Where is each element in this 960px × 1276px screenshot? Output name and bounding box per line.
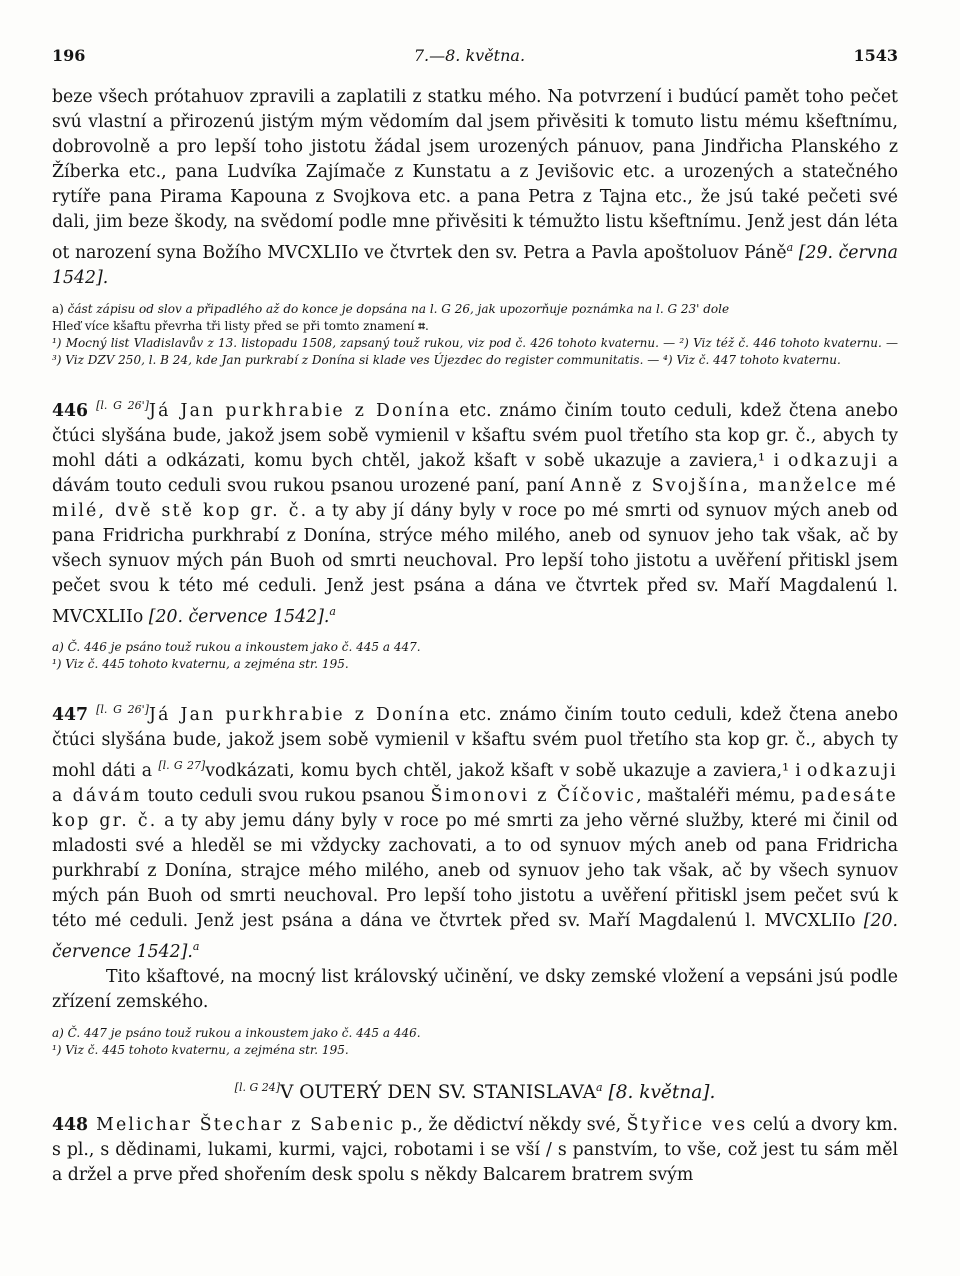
footnote-a: a) část zápisu od slov a připadlého až do konce je dopsána na l. G 26, jak upozorňuje poznámka na l. G 23' dole Hleď více kšaftu převrha tři listy před se při tomto znamení ⌗.	[52, 301, 730, 333]
entry-number: 447	[52, 705, 89, 726]
entry-447-closing: Tito kšaftové, na mocný list královský učinění, ve dsky zemské vložení a vepsáni jsú podle zřízení zemského.	[52, 966, 898, 1012]
entry-number: 446	[52, 400, 89, 421]
footnote-446-1: ¹) Viz č. 445 tohoto kvaternu, a zejména str. 195.	[52, 657, 349, 672]
page-number-left: 196	[52, 46, 86, 65]
entry-text: a ty aby jemu dány byly v roce po mé smrti za jeho věrné služby, které mi činil od mladosti své a hleděl se mi vždycky zachovati, a to od synuov mých aneb od pana Fridricha purkhrabí z Donína, strajce mého milého, aneb od synuov jeho tak však, ač by všech synuov mých pán Buoh od smrti neuchoval. Pro lepší toho jistotu a uvěření přitiskl jsem pečet svú k této mé ceduli. Jenž jest psána a dána ve čtvrtek před sv. Maří Magdalenú l. MVCXLIIo	[52, 810, 898, 931]
footnote-446-a: a) Č. 446 je psáno touž rukou a inkoustem jako č. 445 a 447.	[52, 640, 421, 655]
entry-number: 448	[52, 1114, 89, 1135]
footnotes-1	[52, 301, 898, 369]
editorial-date: [20. července 1542].	[148, 606, 330, 627]
editorial-date: [29. června 1542].	[52, 242, 898, 288]
entry-spaced: padesáte kop gr. č.	[52, 785, 898, 831]
entry-name: Já Jan purkhrabie z Donína	[148, 705, 452, 726]
footnote-mark: a	[192, 939, 200, 953]
entry-text: p., že dědictví někdy své,	[395, 1114, 627, 1135]
folio-mark: [l. G 27]	[158, 759, 206, 773]
entry-name: Melichar Štechar z Sabenic	[96, 1114, 396, 1135]
entry-text: vodkázati, komu bych chtěl, jakož kšaft v sobě ukazuje a zaviera,¹ i	[205, 760, 808, 781]
paragraph-text: beze všech prótahuov zpravili a zaplatili z statku mého. Na potvrzení i budúcí pamět toho pečet svú vlastní a přirozenú jistým mým vědomím dal jsem přivěsiti k tomuto listu mému kšeftnímu, dobrovolně a pro lepší toho jistotu žádal jsem urozených pánuov, pana Jindřicha Planského z Žíberka etc., pana Ludvíka Zajímače z Kunstatu a z Jevišovic etc. a urozených a statečného rytíře pana Pirama Kapouna z Svojkova etc. a pana Petra z Tajna etc., že jsú také pečeti své dali, jim beze škody, na svědomí podle mne přivěsiti k témužto listu kšeftnímu. Jenž jest dán léta ot narození syna Božího MVCXLIIo ve čtvrtek den sv. Petra a Pavla apoštoluov Páně	[52, 87, 898, 263]
footnote-447-a: a) Č. 447 je psáno touž rukou a inkoustem jako č. 445 a 446.	[52, 1025, 421, 1040]
footnote-text-2: Hleď více kšaftu převrha tři listy před se při tomto znamení	[52, 318, 415, 333]
entry-spaced: Šimonovi z Číčovic	[430, 785, 637, 806]
entry-text: a ty aby jí dány byly v roce po mé smrti od synuov mých aneb od pana Fridricha purkhrabí z Donína, strýce mého milého, aneb od synuov jeho tak však, ač by všech synuov mých pán Buoh od smrti neuchoval. Pro lepší toho jistotu a uvěření přitiskl jsem pečet svou k této mé ceduli. Jenž jest psána a dána ve čtvrtek před sv. Maří Magdalenú l. MVCXLIIo	[52, 500, 898, 627]
editorial-date: [20. července 1542].	[52, 910, 898, 962]
marker-sign: ⌗	[418, 318, 426, 333]
folio-mark: [l. G 26']	[96, 398, 149, 412]
footnote-text: část zápisu od slov a připadlého až do konce je dopsána na l. G 26, jak upozorňuje poznámka na l. G 23' dole	[67, 301, 730, 316]
heading-text: V OUTERÝ DEN SV. STANISLAVA	[280, 1081, 597, 1103]
paragraph-continuation	[52, 85, 898, 291]
footnote-447-1: ¹) Viz č. 445 tohoto kvaternu, a zejména str. 195.	[52, 1042, 349, 1057]
section-heading	[52, 1081, 898, 1103]
entry-text: touto ceduli svou rukou psanou	[141, 785, 431, 806]
entry-spaced: odkazuji a dávám	[52, 760, 898, 806]
entry-text: a dávám touto ceduli svou rukou psanou urozené paní, paní	[52, 450, 898, 496]
page-header	[52, 46, 898, 65]
page-number-right: 1543	[853, 46, 898, 65]
entry-spaced: Anně z Svojšína, manželce mé milé, dvě stě kop gr. č.	[52, 475, 899, 521]
entry-text: celú a dvory km. s pl., s dědinami, lukami, kurmi, vajci, robotami i se vší / s panstvím, to vše, což jest tu sám měl a držel a prve před shořením desk spolu s někdy Balcarem bratrem svým	[52, 1114, 898, 1185]
entry-spaced: Štyřice ves	[626, 1114, 748, 1135]
entry-448	[52, 1113, 898, 1188]
footnote-mark: a	[596, 1080, 603, 1094]
entry-name: Já Jan purkhrabie z Donína	[148, 400, 452, 421]
entry-spaced: odkazuji	[787, 450, 879, 471]
footnote-mark: a	[786, 241, 794, 254]
footnote-mark: a	[329, 604, 336, 618]
entry-text: etc. známo činím touto ceduli, kdež čtena anebo čtúci slyšána bude, jakož jsem sobě vymienil v kšaftu svém puol třetího sta kop gr. č., abych ty mohl dáti a odkázati, komu bych chtěl, jakož kšaft v sobě ukazuje a zaviera,¹ i	[52, 400, 898, 471]
folio-mark: [l. G 24]	[234, 1080, 281, 1094]
entry-text: etc. známo činím touto ceduli, kdež čtena anebo čtúci slyšána bude, jakož jsem sobě vymienil v kšaftu svém puol třetího sta kop gr. č., abych ty mohl dáti a	[52, 705, 898, 781]
entry-447	[52, 697, 898, 964]
entry-446	[52, 393, 898, 630]
footnote-numbered: ¹) Mocný list Vladislavův z 13. listopadu 1508, zapsaný touž rukou, viz pod č. 426 tohoto kvaternu. — ²) Viz též č. 446 tohoto kvaternu. — ³) Viz DZV 250, l. B 24, kde Jan purkrabí z Donína si klade ves Újezdec do register communitatis. — ⁴) Viz č. 447 tohoto kvaternu.	[52, 335, 898, 367]
editorial-date: [8. května].	[608, 1081, 716, 1103]
footnote-label: a)	[52, 301, 64, 316]
entry-text: , maštaléři mému,	[636, 785, 802, 806]
folio-mark: [l. G 26']	[96, 703, 149, 717]
running-date: 7.—8. května.	[413, 46, 526, 65]
